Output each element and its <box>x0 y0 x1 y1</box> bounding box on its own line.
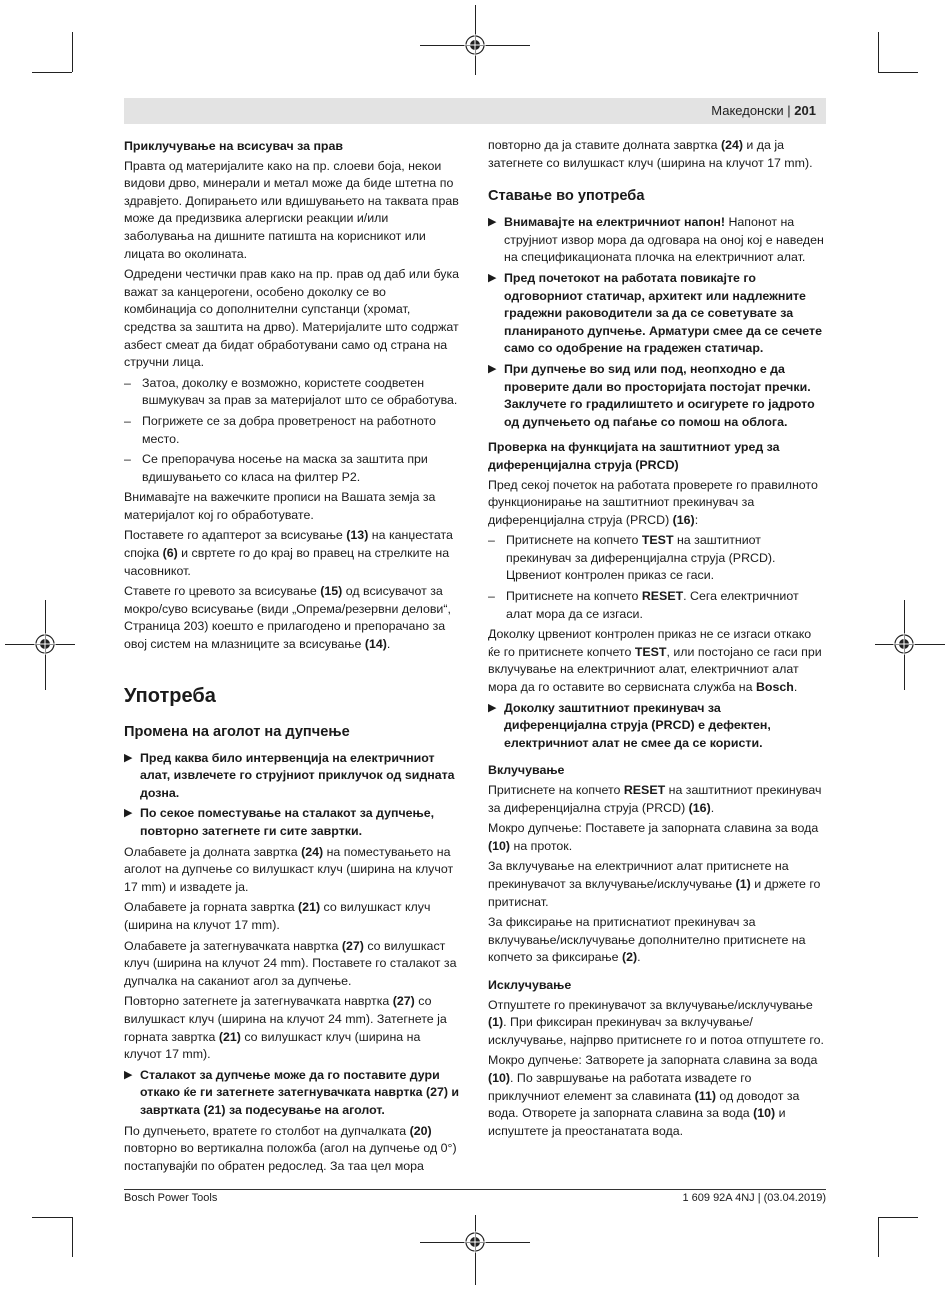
triangle-bullet-icon: ▶ <box>124 1068 133 1081</box>
paragraph: Мокро дупчење: Поставете ја запорната славина за вода (10) на проток. <box>488 821 819 853</box>
paragraph: Одредени честички прав како на пр. прав од даб или бука важат за канцерогени, особено доколку се во комбинација со дополнителни супстанци (хромат, средства за заштита на дрво). Материјалите што содржат азбест смеат да бидат обработувани само од страна на стручни лица. <box>124 267 460 370</box>
footer-doc-id: 1 609 92A 4NJ | (03.04.2019) <box>682 1192 826 1204</box>
dash-item: – Затоа, доколку е возможно, користете соодветен вшмукувач за прав за материјалот што се обработува. <box>124 375 458 408</box>
paragraph: Правта од материјалите како на пр. слоеви боја, некои видови дрво, минерали и метал може да биде штетна по здравјето. Допирањето или вдишувањето на таквата прав може да предизвика алергиски реакции и/или заболувања на дишните патишта на корисникот или лицата во околината. <box>124 158 459 261</box>
paragraph: Олабавете ја долната завртка (24) на поместувањето на аголот на дупчење со вилушкаст клуч (ширина на клучот 17 mm) и извадете ја. <box>124 844 454 894</box>
prcd-heading: Проверка на функцијата на заштитниот уред за диференцијална струја (PRCD) <box>488 440 780 472</box>
dust-extraction-heading: Приклучување на всисувач за прав <box>124 139 344 153</box>
switch-on-heading: Вклучување <box>488 763 565 778</box>
angle-heading: Промена на аголот на дупчење <box>124 723 350 740</box>
paragraph: По дупчењето, вратете го столбот на дупчалката (20) повторно во вертикална положба (агол на дупчење од 0°) постапувајќи по обратен редослед. За таа цел мора <box>124 1123 457 1173</box>
footer-brand: Bosch Power Tools <box>124 1192 218 1204</box>
paragraph: Мокро дупчење: Затворете ја запорната славина за вода (10). По завршување на работата извадете го приклучниот елемент за славината (11) од доводот за вода. Отворете ја запорната славина за вода (10) и испуштете ја преостанатата вода. <box>488 1053 818 1138</box>
paragraph: Ставете го цревото за всисување (15) од всисувачот за мокро/суво всисување (види „Опрема/резервни делови“, Страница 203) коешто е прилагодено и препорачано за овој систем на млазниците за всисување (14). <box>124 584 451 652</box>
right-column <box>488 137 826 1143</box>
crop-mark <box>72 1217 73 1257</box>
registration-target-icon <box>464 1231 486 1253</box>
warning-item: ▶ Пред почетокот на работата повикајте го одговорниот статичар, архитект или надлежните градежни раководители за да се советувате за планираното дупчење. Арматури смее да се сечете само со одобрение на градежен статичар. <box>488 270 822 356</box>
paragraph: Пред секој почеток на работата проверете го правилното функционирање на заштитниот прекинувач за диференцијална струја (PRCD) (16): <box>488 477 818 527</box>
registration-target-icon <box>34 633 56 655</box>
page-number: 201 <box>794 103 816 118</box>
warning-item: ▶ Пред каква било интервенција на електричниот алат, извлечете го струјниот приклучок од ѕидната дозна. <box>124 750 455 800</box>
header-text: Македонски | 201 <box>711 103 816 118</box>
footer-rule <box>124 1189 826 1190</box>
triangle-bullet-icon: ▶ <box>124 751 133 764</box>
warning-item: ▶ При дупчење во ѕид или под, неопходно е да проверите дали во просторијата постојат пречки. Заклучете го градилиштето и осигурете го јадрото од дупчењето од паѓање со помош на облога. <box>488 361 815 429</box>
crop-mark <box>32 1217 72 1218</box>
paragraph: За вклучување на електричниот алат притиснете на прекинувачот за вклучување/исклучување (1) и држете го притиснат. <box>488 859 821 909</box>
dash-item: – Се препорачува носење на маска за заштита при вдишувањето со класа на филтер P2. <box>124 452 428 484</box>
left-column <box>124 138 461 1178</box>
warning-item: ▶ Сталакот за дупчење може да го поставите дури откако ќе ги затегнете затегнувачката навртка (27) и завртката (21) за подесување на аголот. <box>124 1067 460 1117</box>
paragraph: Притиснете на копчето RESET на заштитниот прекинувач за диференцијална струја (PRCD) (16). <box>488 783 822 815</box>
paragraph: Олабавете ја затегнувачката навртка (27) со вилушкаст клуч (ширина на клучот 24 mm). Поставете го сталакот за дупчалка на саканиот агол за дупчење. <box>124 938 457 988</box>
paragraph: Внимавајте на важечките прописи на Вашата земја за материјалот кој го обработувате. <box>124 490 436 522</box>
warning-item: ▶ По секое поместување на сталакот за дупчење, повторно затегнете ги сите завртки. <box>124 806 435 838</box>
start-up-heading: Ставање во употреба <box>488 188 645 205</box>
registration-target-icon <box>893 633 915 655</box>
paragraph: Повторно затегнете ја затегнувачката навртка (27) со вилушкаст клуч (ширина на клучот 24 mm). Затегнете ја горната завртка (21) со вилушкаст клуч (ширина на клучот 17 mm). <box>124 994 447 1062</box>
triangle-bullet-icon: ▶ <box>488 701 497 714</box>
crop-mark <box>32 72 72 73</box>
dash-item: – Притиснете на копчето RESET. Сега електричниот алат мора да се изгаси. <box>488 589 799 621</box>
crop-mark <box>878 1217 918 1218</box>
paragraph: За фиксирање на притиснатиот прекинувач за вклучување/исклучување дополнително притиснете на копчето за фиксирање (2). <box>488 915 806 965</box>
paragraph: Отпуштете го прекинувачот за вклучување/исклучување (1). При фиксиран прекинувач за вклучување/исклучување, најпрво притиснете го и потоа отпуштете го. <box>488 997 824 1047</box>
crop-mark <box>878 72 918 73</box>
header-language: Македонски <box>711 103 784 118</box>
triangle-bullet-icon: ▶ <box>488 271 497 284</box>
crop-mark <box>878 1217 879 1257</box>
triangle-bullet-icon: ▶ <box>488 216 497 229</box>
paragraph: Олабавете ја горната завртка (21) со вилушкаст клуч (ширина на клучот 17 mm). <box>124 900 431 932</box>
triangle-bullet-icon: ▶ <box>124 807 133 820</box>
crop-mark <box>878 32 879 72</box>
warning-item: ▶ Внимавајте на електричниот напон! Напонот на струјниот извор мора да одговара на оној кој е наведен на спецификационата плочка на електричниот алат. <box>488 215 824 265</box>
registration-target-icon <box>464 34 486 56</box>
page-header <box>124 98 826 124</box>
paragraph: повторно да ја ставите долната завртка (24) и да ја затегнете со вилушкаст клуч (ширина на клучот 17 mm). <box>488 138 813 170</box>
paragraph: Доколку црвениот контролен приказ не се изгаси откако ќе го притиснете копчето TEST, или постојано се гаси при вклучување на електричниот алат, електричниот алат мора да го оставите во сервисната служба на Bosch. <box>488 627 822 695</box>
switch-off-heading: Исклучување <box>488 977 572 992</box>
paragraph: Поставете го адаптерот за всисување (13) на канџестата спојка (6) и свртете го до крај во правец на стрелките на часовникот. <box>124 528 453 578</box>
crop-mark <box>72 32 73 72</box>
triangle-bullet-icon: ▶ <box>488 362 497 375</box>
dash-item: – Погрижете се за добра проветреност на работното место. <box>124 413 436 446</box>
dash-item: – Притиснете на копчето TEST на заштитниот прекинувач за диференцијална струја (PRCD). Црвениот контролен приказ се гаси. <box>488 533 776 583</box>
section-heading-use: Употреба <box>124 684 216 707</box>
warning-item: ▶ Доколку заштитниот прекинувач за диференцијална струја (PRCD) е дефектен, електричниот алат не смее да се користи. <box>488 700 771 750</box>
